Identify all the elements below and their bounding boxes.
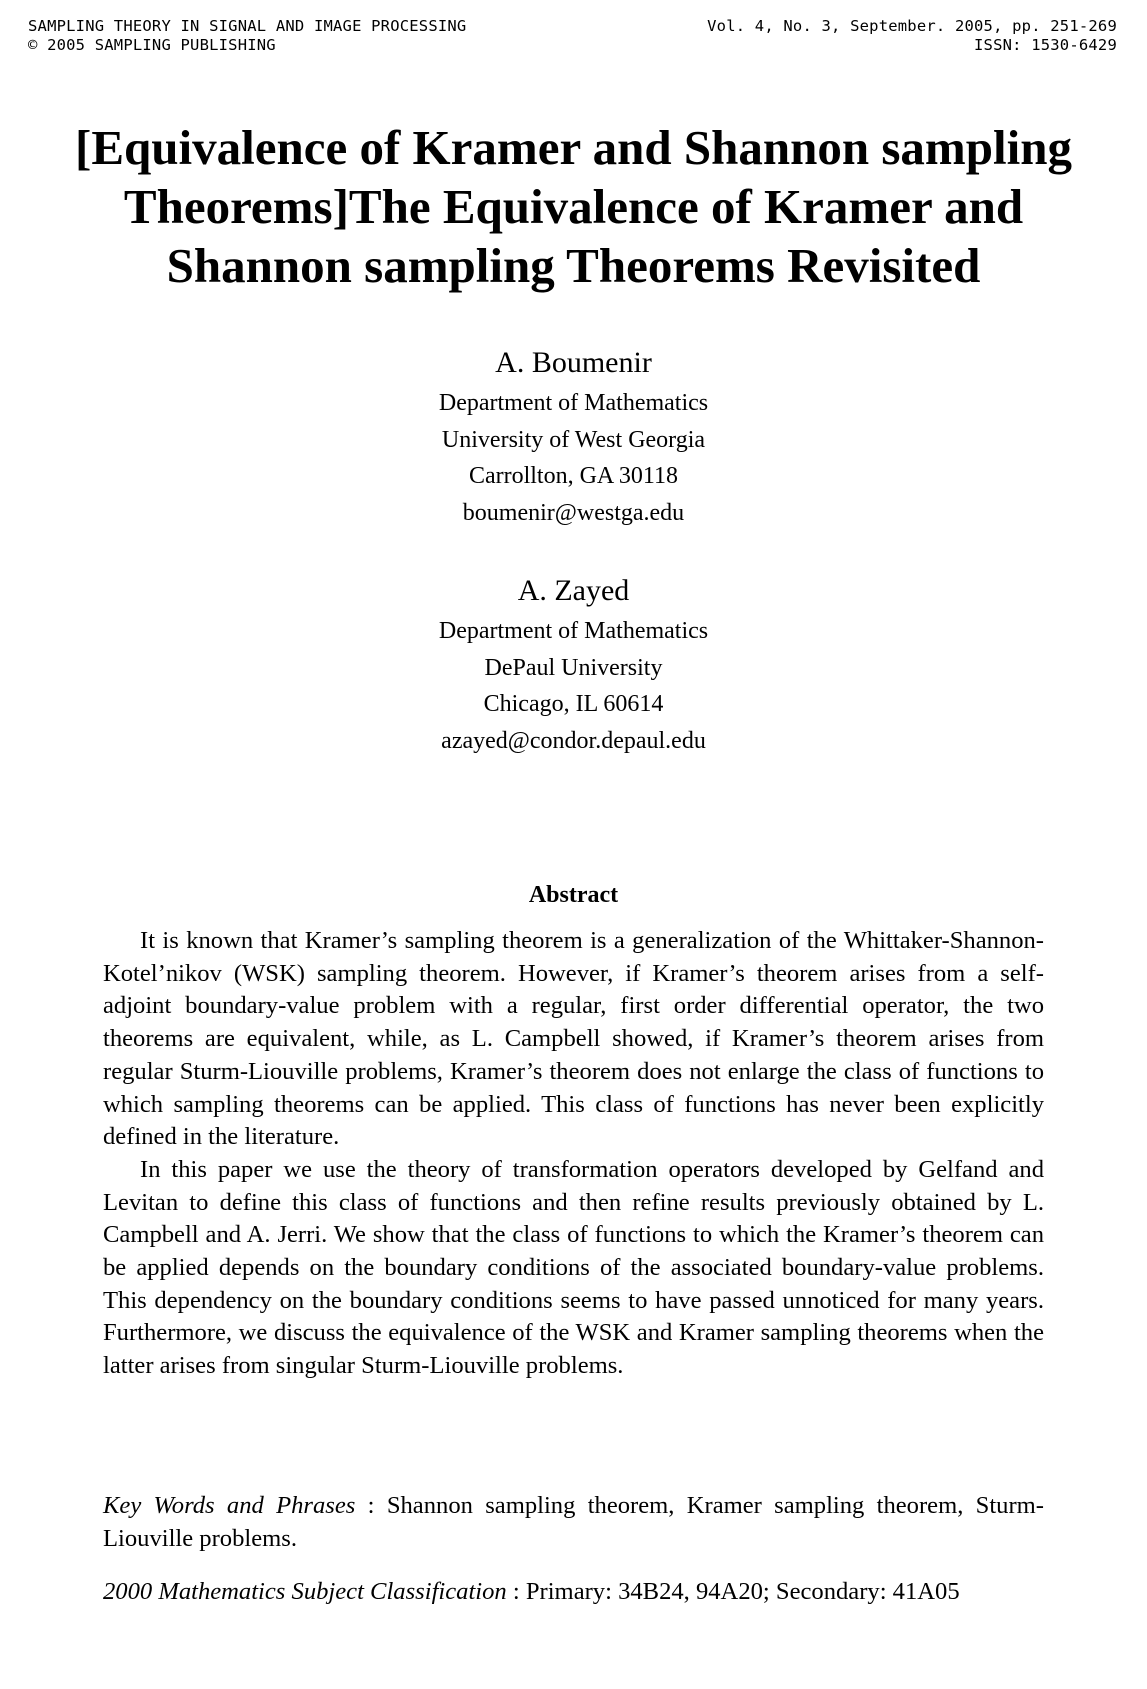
author-department: Department of Mathematics	[438, 390, 709, 416]
author-institution: DePaul University	[484, 654, 663, 681]
running-header-left	[28, 17, 466, 55]
keywords	[103, 1490, 1044, 1555]
author-email[interactable]: azayed@condor.depaul.edu	[441, 727, 706, 754]
abstract-paragraph: In this paper we use the theory of transformation operators developed by Gelfand and Levitan to define this class of functions and then refine results previously obtained by L. Campbell and A. Jerri. We show that the class of functions to which the Kramer’s theorem can be applied depends on the boundary conditions of the associated boundary-value problems. This dependency on the boundary conditions seems to have passed unnoticed for many years. Furthermore, we discuss the equivalence of the WSK and Kramer sampling theorems when the latter arises from singular Sturm-Liouville problems.	[103, 1155, 1044, 1380]
issn: ISSN: 1530-6429	[974, 36, 1117, 54]
subject-classification	[103, 1576, 1044, 1609]
keywords-label: Key Words and Phrases	[103, 1492, 356, 1519]
author-email[interactable]: boumenir@westga.edu	[462, 499, 685, 526]
issue-info: Vol. 4, No. 3, September. 2005, pp. 251-269	[707, 17, 1117, 35]
keywords-text: Shannon sampling theorem, Kramer sampling theorem, Sturm-Liouville problems.	[103, 1492, 1044, 1552]
author-name: A. Boumenir	[495, 346, 652, 379]
author-department: Department of Mathematics	[438, 618, 709, 644]
abstract-body	[103, 925, 1044, 1383]
author-name: A. Zayed	[517, 574, 630, 607]
msc-separator: :	[506, 1578, 526, 1605]
author-block	[0, 343, 1147, 531]
msc-text: Primary: 34B24, 94A20; Secondary: 41A05	[525, 1578, 960, 1605]
abstract-heading: Abstract	[528, 882, 619, 908]
abstract-paragraph: It is known that Kramer’s sampling theorem is a generalization of the Whittaker-Shannon-Kotel’nikov (WSK) sampling theorem. However, if Kramer’s theorem arises from a self-adjoint boundary-value problem with a regular, first order differential operator, the two theorems are equivalent, while, as L. Campbell showed, if Kramer’s theorem arises from regular Sturm-Liouville problems, Kramer’s theorem does not enlarge the class of functions to which sampling theorems can be applied. This class of functions has never been explicitly defined in the literature.	[103, 927, 1044, 1151]
author-institution: University of West Georgia	[441, 426, 706, 453]
running-header-right	[707, 17, 1117, 55]
author-location: Carrollton, GA 30118	[468, 463, 679, 489]
author-block	[0, 571, 1147, 759]
journal-name: SAMPLING THEORY IN SIGNAL AND IMAGE PROCESSING	[28, 17, 467, 35]
paper-title: [Equivalence of Kramer and Shannon sampling Theorems]The Equivalence of Kramer and Shannon sampling Theorems Revisited	[75, 120, 1072, 293]
keywords-separator: :	[355, 1492, 387, 1519]
author-location: Chicago, IL 60614	[483, 691, 664, 717]
copyright-line: © 2005 SAMPLING PUBLISHING	[28, 36, 276, 54]
msc-label: 2000 Mathematics Subject Classification	[103, 1578, 507, 1605]
